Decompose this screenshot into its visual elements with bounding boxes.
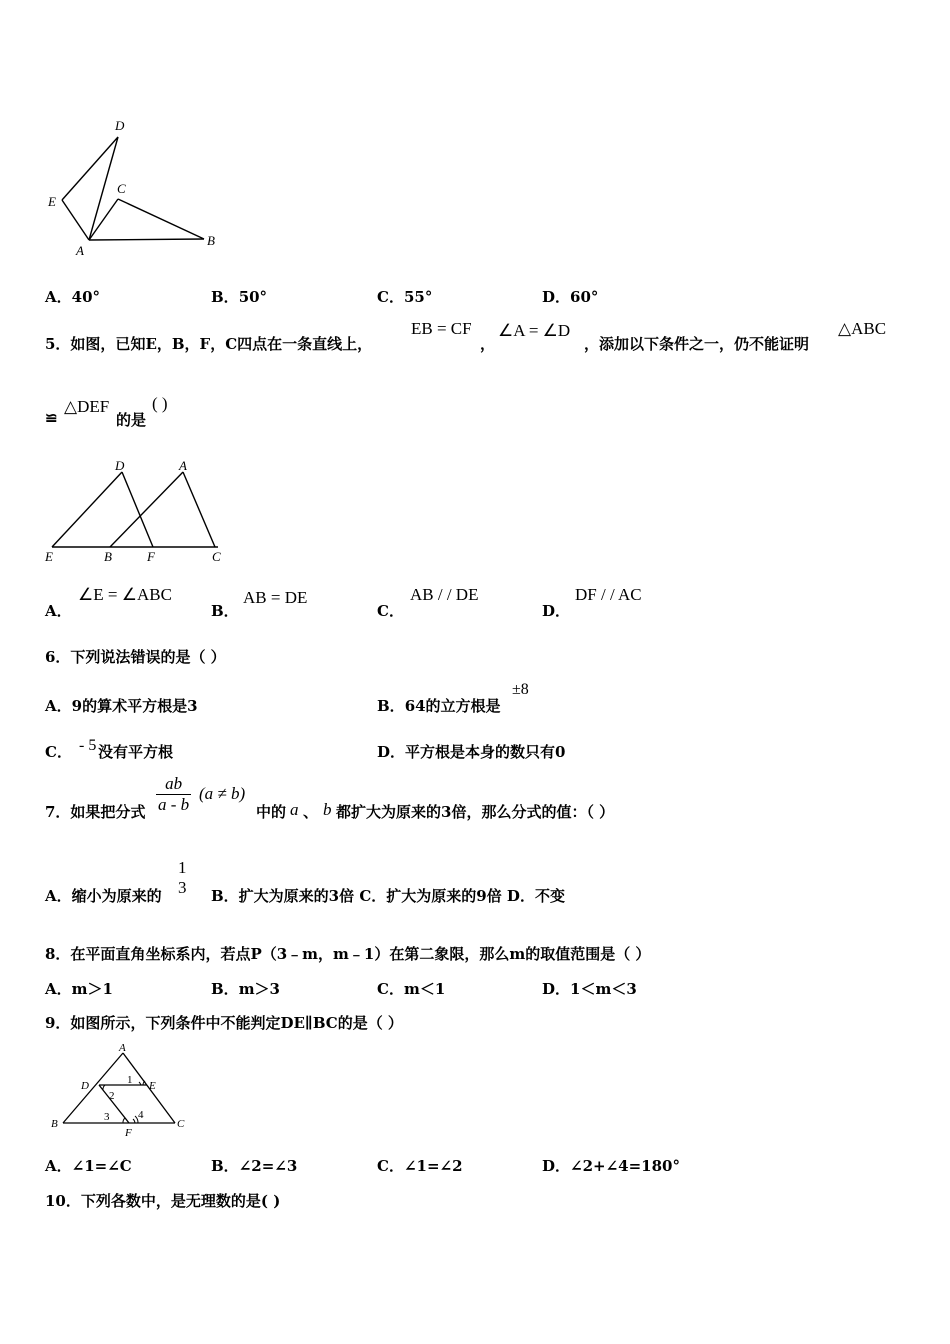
q5-eq1: EB = CF [411, 319, 472, 338]
q10-stem: 10．下列各数中，是无理数的是( ) [45, 1192, 281, 1210]
fig1-label-c: C [117, 181, 126, 196]
q4-option-c [377, 286, 432, 307]
q5-option-b-text: AB = DE [243, 588, 308, 607]
q9-option-a [45, 1155, 132, 1176]
q8-option-a [45, 978, 113, 999]
q4-option-d-text: 60° [570, 288, 599, 306]
q4-option-b-text: 50° [238, 288, 268, 306]
q5-answer-paren: ( ) [152, 394, 168, 413]
fig1-label-a: A [76, 243, 84, 258]
q8-option-a-letter: A． [45, 980, 72, 998]
q5-option-a-text: ∠E = ∠ABC [78, 585, 172, 604]
fig9-label-c: C [177, 1118, 185, 1130]
q8-option-b-text: m＞3 [238, 980, 280, 998]
q8-option-b-letter: B． [211, 980, 239, 998]
q8-option-c [377, 978, 445, 999]
fig5-label-f: F [147, 549, 155, 564]
q9-option-d-letter: D． [542, 1157, 571, 1175]
q5-option-c-text: AB / / DE [410, 585, 479, 604]
q5-prefix: 5．如图，已知E，B，F，C四点在一条直线上， [45, 335, 373, 353]
q7-mid1: 中的 [256, 803, 287, 821]
q4-option-a [45, 286, 100, 307]
q7-options-rest: B．扩大为原来的3倍 C．扩大为原来的9倍 D．不变 [211, 887, 565, 905]
q9-option-d-text: ∠2+∠4=180° [570, 1157, 680, 1175]
q9-option-a-text: ∠1=∠C [71, 1157, 132, 1175]
q7-option-a-numerator: 1 [178, 858, 187, 877]
q6-option-d [377, 741, 565, 762]
q5-option-a-letter: A． [45, 602, 72, 620]
q5-mid: ，添加以下条件之一，仍不能证明 [584, 335, 810, 353]
q4-option-c-text: 55° [403, 288, 433, 306]
q6-option-d-letter: D． [377, 743, 406, 761]
q9-option-c-text: ∠1=∠2 [403, 1157, 463, 1175]
fig9-label-d: D [81, 1080, 89, 1092]
q6-option-a-text: 9的算术平方根是3 [71, 697, 198, 715]
fig9-label-b: B [51, 1118, 58, 1130]
q8-option-d-text: 1＜m＜3 [570, 980, 637, 998]
q9-option-c [377, 1155, 463, 1176]
q7-condition: (a ≠ b) [199, 784, 246, 803]
q8-option-d [542, 978, 637, 999]
q5-triangle-abc: △ABC [838, 319, 887, 338]
q7-prefix: 7．如果把分式 [45, 803, 146, 821]
q6-option-b-text: 64的立方根是 [404, 697, 501, 715]
q7-option-a-text: 缩小为原来的 [71, 887, 162, 905]
q4-option-a-text: 40° [71, 288, 101, 306]
q9-stem: 9．如图所示，下列条件中不能判定DE∥BC的是（ ） [45, 1014, 403, 1032]
fig1-label-d: D [115, 118, 125, 133]
q6-option-a [45, 695, 198, 716]
q5-option-d-text: DF / / AC [575, 585, 642, 604]
q8-option-d-letter: D． [542, 980, 571, 998]
fig5-label-d: D [115, 458, 125, 473]
figure-q4 [40, 112, 230, 262]
q6-option-b-math: ±8 [512, 681, 529, 698]
q7-var-a: a [290, 800, 299, 819]
q6-option-d-text: 平方根是本身的数只有0 [405, 743, 566, 761]
q8-stem: 8．在平面直角坐标系内，若点P（3﹣m，m﹣1）在第二象限，那么m的取值范围是（ ） [45, 945, 651, 963]
q9-option-c-letter: C． [377, 1157, 404, 1175]
q7-option-a-letter: A． [45, 887, 72, 905]
fig5-label-b: B [104, 549, 112, 564]
fig1-label-e: E [48, 194, 56, 209]
q6-option-c-text: 没有平方根 [98, 743, 174, 761]
fig9-label-f: F [125, 1127, 132, 1139]
fig9-angle-4: 4 [138, 1109, 144, 1121]
q4-option-c-letter: C． [377, 288, 404, 306]
q6-option-b-letter: B． [377, 697, 405, 715]
fig9-angle-3: 3 [104, 1111, 110, 1123]
fig1-label-b: B [207, 233, 215, 248]
q8-option-a-text: m＞1 [71, 980, 113, 998]
q7-fraction-numerator: ab [165, 774, 183, 793]
q4-option-b-letter: B． [211, 288, 239, 306]
q7-sep: 、 [303, 803, 319, 821]
fig5-label-c: C [212, 549, 221, 564]
q5-option-b-letter: B． [211, 602, 239, 620]
q6-stem: 6．下列说法错误的是（ ） [45, 648, 226, 666]
q4-option-d [542, 286, 598, 307]
fig5-label-a: A [179, 458, 187, 473]
q9-option-b-letter: B． [211, 1157, 239, 1175]
q7-option-a-fraction [176, 858, 189, 898]
q7-mid2: 都扩大为原来的3倍，那么分式的值：（ ） [336, 803, 615, 821]
q9-option-b [211, 1155, 297, 1176]
q7-fraction-denominator: a - b [158, 795, 190, 814]
q5-comma: ， [480, 335, 496, 353]
fig5-label-e: E [45, 549, 53, 564]
q5-triangle-def: △DEF [64, 397, 110, 416]
q5-option-c-letter: C． [377, 602, 404, 620]
fig9-label-e: E [149, 1080, 156, 1092]
q8-option-c-letter: C． [377, 980, 404, 998]
q8-option-b [211, 978, 280, 999]
q5-congruent-sign: ≌ [45, 409, 58, 427]
q5-eq2: ∠A = ∠D [498, 321, 571, 340]
q7-option-a [45, 885, 162, 906]
q7-option-a-denominator: 3 [178, 878, 187, 897]
q4-option-a-letter: A． [45, 288, 72, 306]
q7-fraction [156, 774, 191, 815]
q9-option-d [542, 1155, 680, 1176]
q9-option-b-text: ∠2=∠3 [238, 1157, 298, 1175]
q8-option-c-text: m＜1 [403, 980, 446, 998]
q5-suffix: 的是 [116, 411, 147, 429]
q6-option-b [377, 695, 501, 716]
fig9-angle-1: 1 [127, 1074, 133, 1086]
fig9-label-a: A [119, 1042, 126, 1054]
figure-q9 [45, 1040, 195, 1140]
q5-option-d-letter: D． [542, 602, 571, 620]
fig9-angle-2: 2 [109, 1090, 115, 1102]
q6-option-a-letter: A． [45, 697, 72, 715]
q4-option-b [211, 286, 267, 307]
q7-var-b: b [323, 800, 332, 819]
q4-option-d-letter: D． [542, 288, 571, 306]
q6-option-c-letter: C． [45, 743, 72, 761]
q9-option-a-letter: A． [45, 1157, 72, 1175]
q6-option-c-math: - 5 [79, 737, 97, 754]
figure-q5 [40, 455, 240, 565]
